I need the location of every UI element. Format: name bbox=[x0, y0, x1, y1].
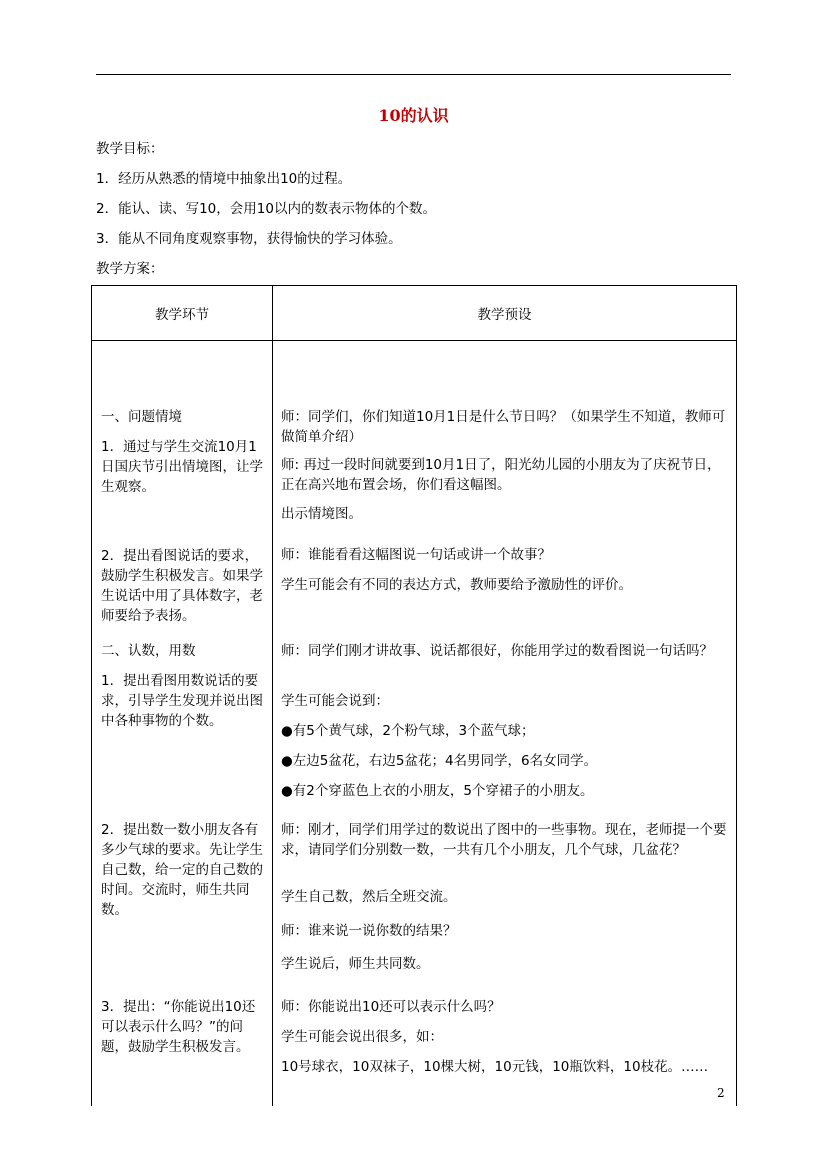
stage-text: 二、认数，用数 bbox=[101, 643, 196, 659]
plan-text: 师：同学们，你们知道10月1日是什么节日吗？（如果学生不知道，教师可做简单介绍） bbox=[281, 409, 726, 445]
plan-text: 出示情境图。 bbox=[281, 506, 362, 522]
plan-text: 师：同学们刚才讲故事、说话都很好，你能用学过的数看图说一句话吗？ bbox=[281, 643, 713, 659]
objective-item: 2．能认、读、写10，会用10以内的数表示物体的个数。 bbox=[96, 201, 436, 217]
stage-text: 1．提出看图用数说话的要求，引导学生发现并说出图中各种事物的个数。 bbox=[101, 673, 263, 729]
plan-bullet: ●有2个穿蓝色上衣的小朋友，5个穿裙子的小朋友。 bbox=[281, 783, 594, 799]
page-number: 2 bbox=[717, 1086, 725, 1100]
plan-column bbox=[273, 341, 737, 1107]
plan-heading: 教学方案： bbox=[96, 261, 164, 277]
plan-text: 学生可能会说出很多，如： bbox=[281, 1029, 443, 1045]
page-title: 10的认识 bbox=[378, 106, 449, 125]
stage-text: 2．提出看图说话的要求，鼓励学生积极发言。如果学生说话中用了具体数字，老师要给予表扬。 bbox=[101, 548, 263, 624]
stage-text: 2．提出数一数小朋友各有多少气球的要求。先让学生自己数，给一定的自己数的时间。交流时，师生共同数。 bbox=[101, 822, 263, 918]
stage-text: 1．通过与学生交流10月1日国庆节引出情境图，让学生观察。 bbox=[101, 439, 263, 495]
plan-text: 师：谁能看看这幅图说一句话或讲一个故事？ bbox=[281, 547, 551, 563]
table-header-row bbox=[92, 286, 737, 341]
table-body-row bbox=[92, 341, 737, 1107]
stage-column bbox=[92, 341, 273, 1107]
plan-text: 学生自己数，然后全班交流。 bbox=[281, 889, 457, 905]
plan-text: 学生说后，师生共同数。 bbox=[281, 956, 430, 972]
plan-text: 师：刚才，同学们用学过的数说出了图中的一些事物。现在，老师提一个要求，请同学们分别数一数，一共有几个小朋友，几个气球，几盆花？ bbox=[281, 822, 727, 858]
plan-text: 师: 再过一段时间就要到10月1日了，阳光幼儿园的小朋友为了庆祝节日，正在高兴地布置会场，你们看这幅图。 bbox=[281, 457, 721, 493]
lesson-plan-table bbox=[91, 285, 737, 1106]
plan-bullet: ●左边5盆花，右边5盆花；4名男同学，6名女同学。 bbox=[281, 753, 598, 769]
header-cell-stage: 教学环节 bbox=[92, 286, 273, 341]
plan-text: 学生可能会说到： bbox=[281, 693, 389, 709]
objective-item: 1．经历从熟悉的情境中抽象出10的过程。 bbox=[96, 171, 352, 187]
header-cell-plan: 教学预设 bbox=[273, 286, 737, 341]
objective-item: 3．能从不同角度观察事物，获得愉快的学习体验。 bbox=[96, 231, 402, 247]
objectives-heading: 教学目标： bbox=[96, 141, 164, 157]
stage-text: 一、问题情境 bbox=[101, 409, 182, 425]
stage-text: 3．提出：“你能说出10还可以表示什么吗？”的问题，鼓励学生积极发言。 bbox=[101, 999, 256, 1055]
plan-text: 10号球衣，10双袜子，10棵大树，10元钱，10瓶饮料，10枝花。…… bbox=[281, 1059, 709, 1075]
header-rule bbox=[96, 74, 731, 75]
plan-bullet: ●有5个黄气球，2个粉气球，3个蓝气球； bbox=[281, 723, 535, 739]
plan-text: 学生可能会有不同的表达方式，教师要给予激励性的评价。 bbox=[281, 577, 632, 593]
plan-text: 师：你能说出10还可以表示什么吗？ bbox=[281, 999, 501, 1015]
plan-text: 师：谁来说一说你数的结果？ bbox=[281, 923, 457, 939]
